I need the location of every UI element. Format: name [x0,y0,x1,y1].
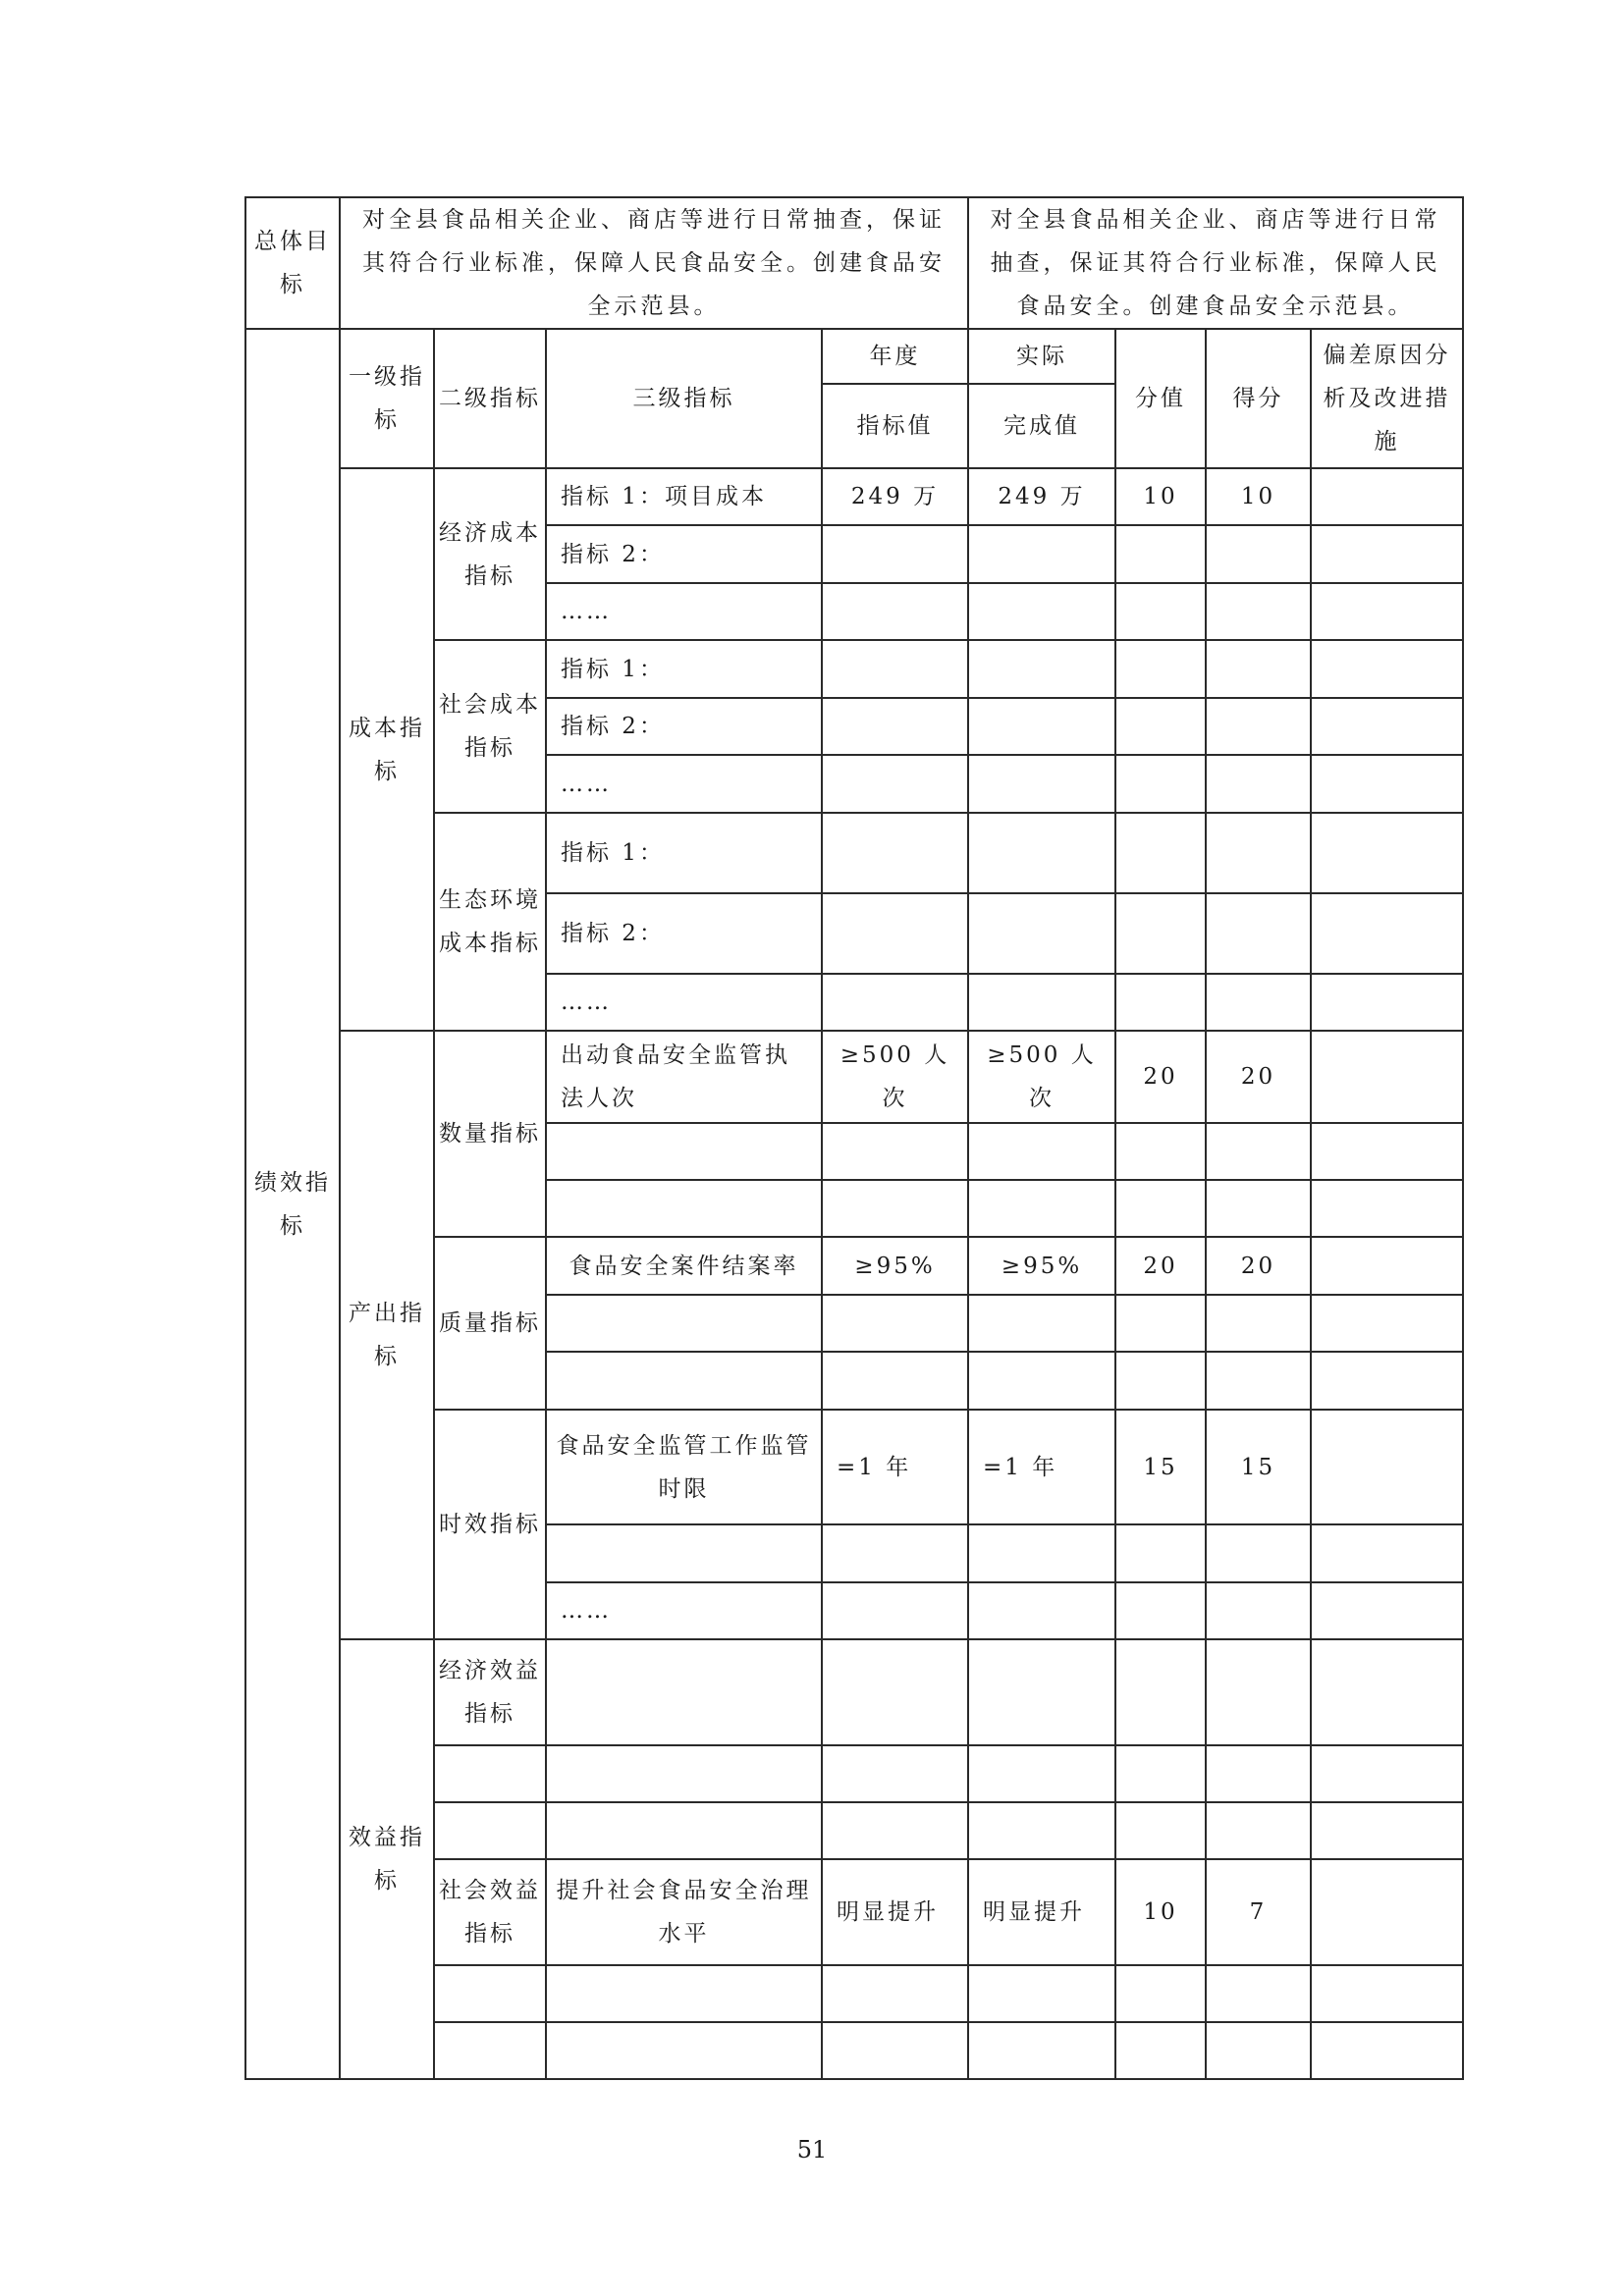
header-level3: 三级指标 [546,329,822,468]
row-target: =1 年 [822,1410,968,1524]
row-got: 15 [1206,1410,1311,1524]
row-actual: 明显提升 [968,1859,1115,1965]
goal-actual-text: 对全县食品相关企业、商店等进行日常抽查，保证其符合行业标准，保障人民食品安全。创建食品安全示范县。 [968,197,1463,329]
row-name: 指标 1： [546,640,822,698]
header-annual-top: 年度 [822,329,968,384]
row-name: 指标 2： [546,698,822,755]
row-name: 指标 2： [546,893,822,974]
row-name: 食品安全案件结案率 [546,1237,822,1295]
performance-table-container [244,196,1462,2069]
header-level2: 二级指标 [434,329,546,468]
page-number: 51 [796,2136,828,2163]
row-name: 提升社会食品安全治理水平 [546,1859,822,1965]
sub-social-cost: 社会成本指标 [434,640,546,813]
row-got: 7 [1206,1859,1311,1965]
header-score-got: 得分 [1206,329,1311,468]
header-annual-bottom: 指标值 [822,384,968,468]
header-level1: 一级指标 [340,329,434,468]
row-target: 明显提升 [822,1859,968,1965]
header-score-value: 分值 [1115,329,1206,468]
table-row [245,1031,1463,1123]
sub-quality: 质量指标 [434,1237,546,1410]
row-name: 出动食品安全监管执法人次 [546,1031,822,1123]
row-deviation [1311,468,1463,525]
perf-label: 绩效指标 [245,329,340,2079]
row-target: ≥500 人次 [822,1031,968,1123]
row-actual: ≥500 人次 [968,1031,1115,1123]
sub-eco-cost: 生态环境成本指标 [434,813,546,1031]
goal-plan-text: 对全县食品相关企业、商店等进行日常抽查，保证其符合行业标准，保障人民食品安全。创建食品安全示范县。 [340,197,968,329]
header-deviation: 偏差原因分析及改进措施 [1311,329,1463,468]
row-target: ≥95% [822,1237,968,1295]
row-score: 10 [1115,1859,1206,1965]
row-name: 指标 2： [546,525,822,583]
header-actual-bottom: 完成值 [968,384,1115,468]
row-name: 食品安全监管工作监管时限 [546,1410,822,1524]
sub-social-benefit: 社会效益指标 [434,1859,546,1965]
row-name: …… [546,583,822,640]
row-actual: ≥95% [968,1237,1115,1295]
row-name: 指标 1： [546,813,822,893]
row-score: 10 [1115,468,1206,525]
row-actual: =1 年 [968,1410,1115,1524]
row-got: 20 [1206,1237,1311,1295]
group-benefit: 效益指标 [340,1639,434,2079]
goal-row [245,197,1463,329]
row-got: 20 [1206,1031,1311,1123]
performance-table [244,196,1464,2080]
sub-econ-benefit: 经济效益指标 [434,1639,546,1745]
header-row-1 [245,329,1463,384]
row-score: 15 [1115,1410,1206,1524]
table-row [245,1639,1463,1745]
row-score: 20 [1115,1031,1206,1123]
row-name: 指标 1：项目成本 [546,468,822,525]
group-output: 产出指标 [340,1031,434,1639]
row-actual: 249 万 [968,468,1115,525]
table-row [245,468,1463,525]
group-cost: 成本指标 [340,468,434,1031]
row-name: …… [546,974,822,1031]
header-actual-top: 实际 [968,329,1115,384]
row-target: 249 万 [822,468,968,525]
row-score: 20 [1115,1237,1206,1295]
row-got: 10 [1206,468,1311,525]
row-name: …… [546,755,822,813]
sub-econ-cost: 经济成本指标 [434,468,546,640]
sub-timeliness: 时效指标 [434,1410,546,1639]
row-name: …… [546,1582,822,1639]
sub-quantity: 数量指标 [434,1031,546,1237]
goal-label: 总体目标 [245,197,340,329]
